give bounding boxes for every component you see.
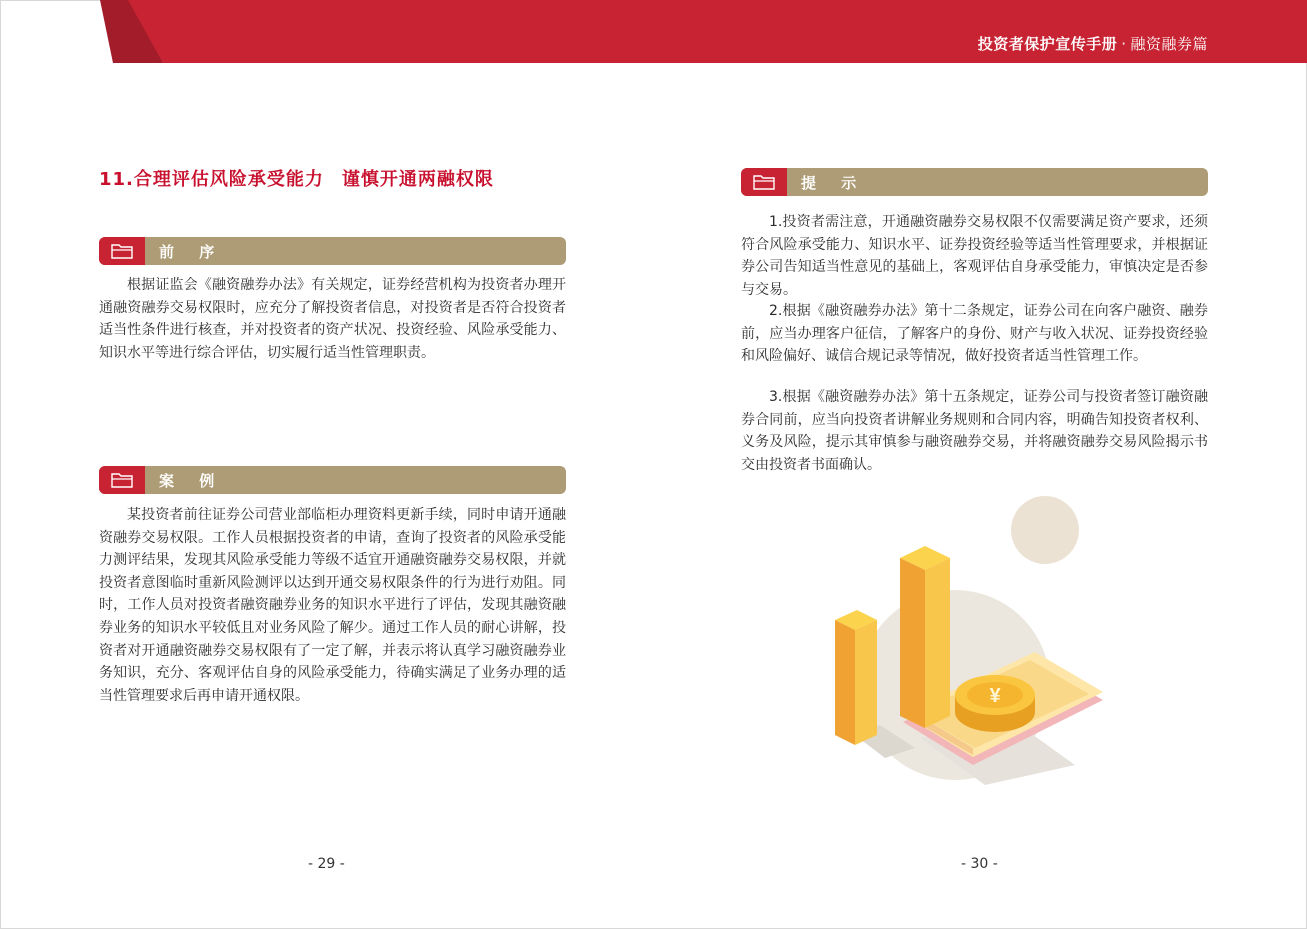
preface-text: 根据证监会《融资融券办法》有关规定，证券经营机构为投资者办理开通融资融券交易权限时，应充分了解投资者信息，对投资者是否符合投资者适当性条件进行核查，并对投资者的资产状况、投资经验、风险承受能力、知识水平等进行综合评估，切实履行适当性管理职责。 [99, 277, 566, 361]
tip-item-2: 2.根据《融资融券办法》第十二条规定，证券公司在向客户融资、融券前，应当办理客户征信，了解客户的身份、财产与收入状况、证券投资经验和风险偏好、诚信合规记录等情况，做好投资者适当性管理工作。 [741, 303, 1208, 365]
folder-icon [99, 466, 145, 494]
section-bar-preface [99, 237, 566, 265]
section-label-preface: 前 序 [159, 242, 225, 261]
page-number-right: - 30 - [961, 856, 998, 872]
section-label-case: 案 例 [159, 471, 225, 490]
page-title [99, 165, 494, 191]
coin-symbol: ¥ [989, 685, 1001, 707]
section-label-tips: 提 示 [801, 173, 867, 192]
tip-item-1: 1.投资者需注意，开通融资融券交易权限不仅需要满足资产要求，还须符合风险承受能力、知识水平、证券投资经验等适当性管理要求，并根据证券公司告知适当性意见的基础上，客观评估自身承受能力，审慎决定是否参与交易。 [741, 214, 1208, 298]
coin-icon [955, 675, 1035, 732]
section-bar-case [99, 466, 566, 494]
bar-tall [900, 546, 950, 728]
folder-icon [99, 237, 145, 265]
page-number-left: - 29 - [308, 856, 345, 872]
header-title-main: 投资者保护宣传手册 [977, 35, 1118, 53]
section-bar-tips [741, 168, 1208, 196]
header-title-sub: 融资融券篇 [1130, 35, 1208, 53]
header-separator: · [1121, 35, 1127, 53]
bar-short [835, 610, 877, 745]
sun-circle [1011, 496, 1079, 564]
page-title-part2: 谨慎开通两融权限 [341, 169, 494, 190]
page-title-part1: 11.合理评估风险承受能力 [99, 169, 324, 190]
finance-illustration [825, 490, 1125, 800]
header-title [978, 33, 1208, 55]
case-text: 某投资者前往证券公司营业部临柜办理资料更新手续，同时申请开通融资融券交易权限。工作人员根据投资者的申请，查询了投资者的风险承受能力测评结果，发现其风险承受能力等级不适宜开通融资融券交易权限，并就投资者意图临时重新风险测评以达到开通交易权限条件的行为进行劝阻。同时，工作人员对投资者融资融券业务的知识水平进行了评估，发现其融资融券业务的知识水平较低且对业务风险了解少。通过工作人员的耐心讲解，投资者对开通融资融券交易权限有了一定了解，并表示将认真学习融资融券业务知识，充分、客观评估自身的风险承受能力，待确实满足了业务办理的适当性管理要求后再申请开通权限。 [99, 507, 566, 704]
folder-icon [741, 168, 787, 196]
tip-item-3: 3.根据《融资融券办法》第十五条规定，证券公司与投资者签订融资融券合同前，应当向投资者讲解业务规则和合同内容，明确告知投资者权利、义务及风险，提示其审慎参与融资融券交易，并将融资融券交易风险揭示书交由投资者书面确认。 [741, 389, 1208, 473]
